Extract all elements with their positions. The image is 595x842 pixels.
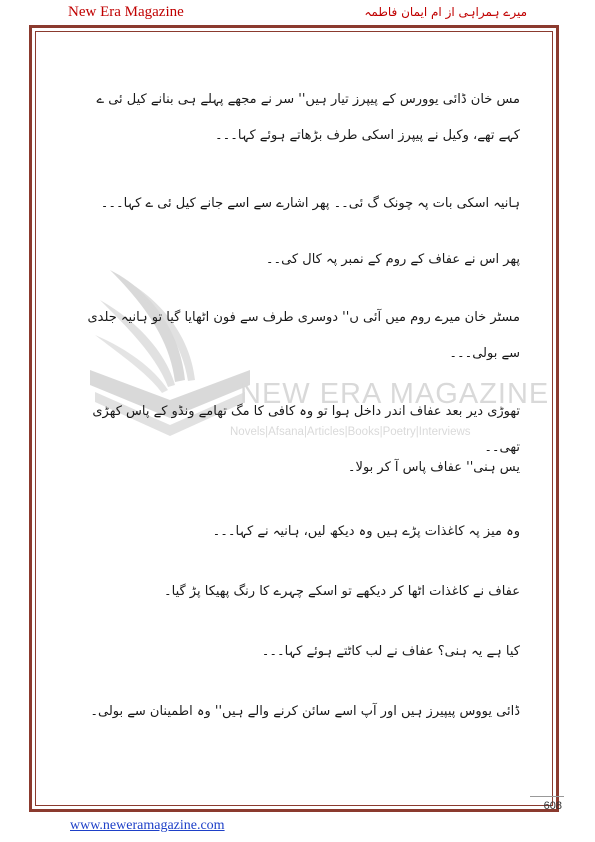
- page-number-rule: [530, 796, 564, 797]
- paragraph-4: مسٹر خان میرے روم میں آئی ں'' دوسری طرف سے فون اٹھایا گیا تو ہانیہ جلدی سے بولی۔۔۔: [87, 310, 520, 361]
- paragraph-2: ہانیہ اسکی بات پہ چونک گ ئی۔۔ پھر اشارے سے اسے جانے کیل ئی ے کہا۔۔۔: [100, 196, 520, 211]
- paragraph-8: عفاف نے کاغذات اٹھا کر دیکھے تو اسکے چہرے کا رنگ پھیکا پڑ گیا۔: [163, 584, 520, 599]
- page-number: 608: [543, 800, 562, 812]
- paragraph-9: کیا ہے یہ ہنی؟ عفاف نے لب کاٹتے ہوئے کہا۔۔۔: [261, 644, 520, 659]
- magazine-name: New Era Magazine: [68, 4, 184, 20]
- paragraph-3: پھر اس نے عفاف کے روم کے نمبر پہ کال کی۔۔: [265, 252, 520, 267]
- paragraph-6: یس ہنی'' عفاف پاس آ کر بولا۔: [347, 460, 520, 475]
- paragraph-7: وہ میز پہ کاغذات پڑے ہیں وہ دیکھ لیں، ہانیہ نے کہا۔۔۔: [212, 524, 520, 539]
- paragraph-1: مس خان ڈائی یوورس کے پیپرز تیار ہیں'' سر نے مجھے پہلے ہی بنانے کیل ئی ے کہے تھے، وکیل نے پیپرز اسکی طرف بڑھاتے ہوئے کہا۔۔۔: [96, 92, 520, 143]
- watermark-title: NEW ERA MAGAZINE: [240, 378, 550, 410]
- watermark-subtitle: Novels|Afsana|Articles|Books|Poetry|Interviews: [230, 426, 471, 438]
- paragraph-10: ڈائی یووس پیپیرز ہیں اور آپ اسے سائن کرنے والے ہیں'' وہ اطمینان سے بولی۔: [90, 704, 520, 719]
- footer-website-link[interactable]: www.neweramagazine.com: [70, 818, 225, 833]
- book-title: میرے ہمراہی از ام ایمان فاطمہ: [364, 5, 527, 19]
- paragraph-5: تھوڑی دیر بعد عفاف اندر داخل ہوا تو وہ کافی کا مگ تھامے ونڈو کے پاس کھڑی تھی۔۔: [92, 404, 520, 455]
